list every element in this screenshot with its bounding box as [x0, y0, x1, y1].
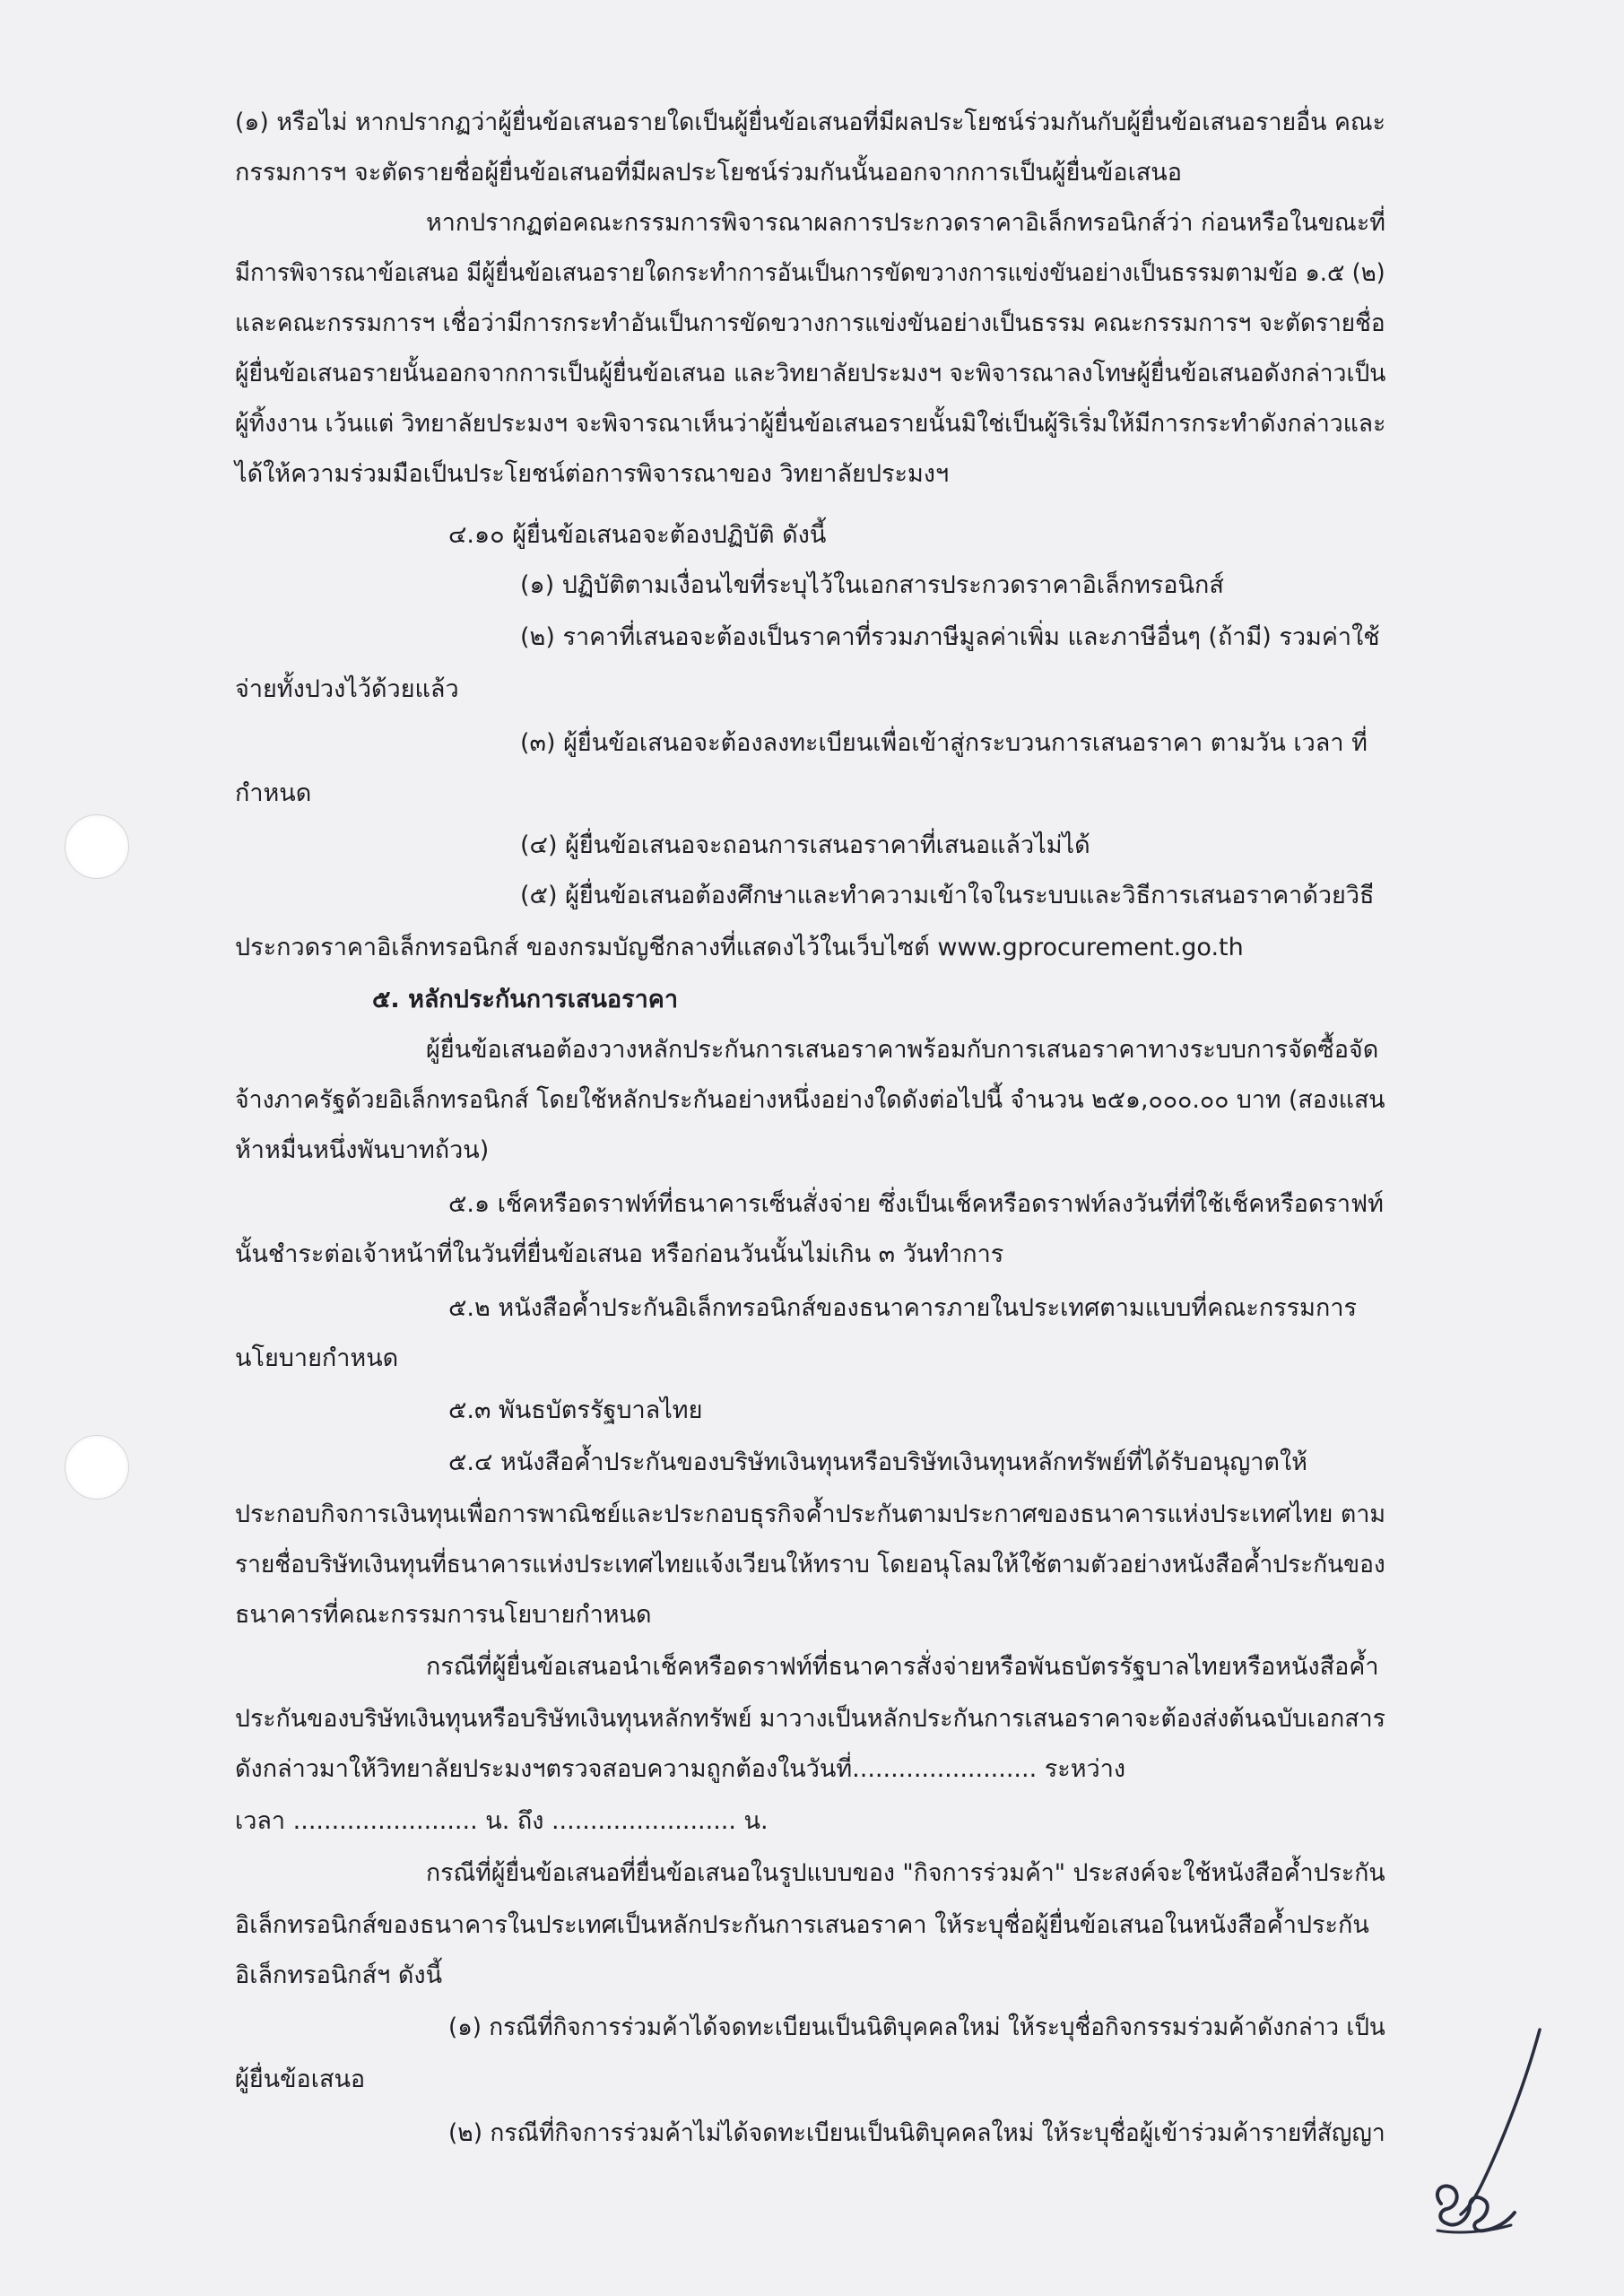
text-line: ๕.๓ พันธบัตรรัฐบาลไทย	[448, 1396, 703, 1424]
text-line: ห้าหมื่นหนึ่งพันบาทถ้วน)	[235, 1136, 490, 1164]
punch-hole	[65, 814, 129, 879]
text-line: และคณะกรรมการฯ เชื่อว่ามีการกระทำอันเป็นการขัดขวางการแข่งขันอย่างเป็นธรรม คณะกรรมการฯ จะตัดรายชื่อ	[235, 309, 1385, 337]
text-line: (๑) ปฏิบัติตามเงื่อนไขที่ระบุไว้ในเอกสารประกวดราคาอิเล็กทรอนิกส์	[520, 571, 1224, 599]
text-line: ประกันของบริษัทเงินทุนหรือบริษัทเงินทุนหลักทรัพย์ มาวางเป็นหลักประกันการเสนอราคาจะต้องส่งต้นฉบับเอกสาร	[235, 1705, 1385, 1733]
text-line: หากปรากฏต่อคณะกรรมการพิจารณาผลการประกวดราคาอิเล็กทรอนิกส์ว่า ก่อนหรือในขณะที่	[426, 209, 1386, 237]
text-line: อิเล็กทรอนิกส์ของธนาคารในประเทศเป็นหลักประกันการเสนอราคา ให้ระบุชื่อผู้ยื่นข้อเสนอในหนังสือค้ำประกัน	[235, 1911, 1369, 1939]
text-line: กำหนด	[235, 779, 312, 807]
text-line: (๒) กรณีที่กิจการร่วมค้าไม่ได้จดทะเบียนเป็นนิติบุคคลใหม่ ให้ระบุชื่อผู้เข้าร่วมค้ารายที่สัญญา	[448, 2119, 1385, 2147]
text-line: ผู้ยื่นข้อเสนอรายนั้นออกจากการเป็นผู้ยื่นข้อเสนอ และวิทยาลัยประมงฯ จะพิจารณาลงโทษผู้ยื่นข้อเสนอดังกล่าวเป็น	[235, 360, 1386, 387]
text-line: กรณีที่ผู้ยื่นข้อเสนอที่ยื่นข้อเสนอในรูปแบบของ "กิจการร่วมค้า" ประสงค์จะใช้หนังสือค้ำประกัน	[426, 1859, 1385, 1887]
text-line: กรณีที่ผู้ยื่นข้อเสนอนำเช็คหรือดราฟท์ที่ธนาคารสั่งจ่ายหรือพันธบัตรรัฐบาลไทยหรือหนังสือค้ำ	[426, 1653, 1379, 1681]
text-line: ประกอบกิจการเงินทุนเพื่อการพาณิชย์และประกอบธุรกิจค้ำประกันตามประกาศของธนาคารแห่งประเทศไทย ตาม	[235, 1500, 1386, 1528]
text-line: อิเล็กทรอนิกส์ฯ ดังนี้	[235, 1961, 443, 1989]
text-line: ๕.๔ หนังสือค้ำประกันของบริษัทเงินทุนหรือบริษัทเงินทุนหลักทรัพย์ที่ได้รับอนุญาตให้	[448, 1448, 1307, 1476]
text-line: (๕) ผู้ยื่นข้อเสนอต้องศึกษาและทำความเข้าใจในระบบและวิธีการเสนอราคาด้วยวิธี	[520, 882, 1375, 909]
text-line: กรรมการฯ จะตัดรายชื่อผู้ยื่นข้อเสนอที่มีผลประโยชน์ร่วมกันนั้นออกจากการเป็นผู้ยื่นข้อเสนอ	[235, 159, 1182, 187]
text-line: เวลา ........................ น. ถึง ........................ น.	[235, 1807, 769, 1835]
text-line: รายชื่อบริษัทเงินทุนที่ธนาคารแห่งประเทศไทยแจ้งเวียนให้ทราบ โดยอนุโลมให้ใช้ตามตัวอย่างหนังสือค้ำประกันของ	[235, 1551, 1385, 1578]
handwritten-page-mark	[1421, 2022, 1556, 2247]
text-line: (๑) หรือไม่ หากปรากฏว่าผู้ยื่นข้อเสนอรายใดเป็นผู้ยื่นข้อเสนอที่มีผลประโยชน์ร่วมกันกับผู้ยื่นข้อเสนอรายอื่น คณะ	[235, 109, 1386, 136]
punch-hole	[65, 1435, 129, 1500]
text-line: ๔.๑๐ ผู้ยื่นข้อเสนอจะต้องปฏิบัติ ดังนี้	[448, 521, 827, 549]
text-line: (๑) กรณีที่กิจการร่วมค้าได้จดทะเบียนเป็นนิติบุคคลใหม่ ให้ระบุชื่อกิจกรรมร่วมค้าดังกล่าว เป็น	[448, 2013, 1385, 2041]
text-line: ดังกล่าวมาให้วิทยาลัยประมงฯตรวจสอบความถูกต้องในวันที่........................ ระหว่าง	[235, 1755, 1126, 1783]
text-line: จ้างภาครัฐด้วยอิเล็กทรอนิกส์ โดยใช้หลักประกันอย่างหนึ่งอย่างใดดังต่อไปนี้ จำนวน ๒๕๑,๐๐๐.๐๐ บาท (สองแสน	[235, 1086, 1385, 1114]
text-line: ผู้ยื่นข้อเสนอ	[235, 2066, 366, 2093]
text-line: ผู้ทิ้งงาน เว้นแต่ วิทยาลัยประมงฯ จะพิจารณาเห็นว่าผู้ยื่นข้อเสนอรายนั้นมิใช่เป็นผู้ริเริ่มให้มีการกระทำดังกล่าวและ	[235, 410, 1386, 438]
text-line: (๔) ผู้ยื่นข้อเสนอจะถอนการเสนอราคาที่เสนอแล้วไม่ได้	[520, 831, 1090, 859]
text-line: ผู้ยื่นข้อเสนอต้องวางหลักประกันการเสนอราคาพร้อมกับการเสนอราคาทางระบบการจัดซื้อจัด	[426, 1036, 1379, 1064]
text-line: นั้นชำระต่อเจ้าหน้าที่ในวันที่ยื่นข้อเสนอ หรือก่อนวันนั้นไม่เกิน ๓ วันทำการ	[235, 1240, 1004, 1268]
text-line: ๕.๑ เช็คหรือดราฟท์ที่ธนาคารเซ็นสั่งจ่าย ซึ่งเป็นเช็คหรือดราฟท์ลงวันที่ที่ใช้เช็คหรือดราฟท์	[448, 1190, 1384, 1218]
section-heading: ๕. หลักประกันการเสนอราคา	[372, 986, 679, 1013]
text-line: ประกวดราคาอิเล็กทรอนิกส์ ของกรมบัญชีกลางที่แสดงไว้ในเว็บไซต์ www.gprocurement.go.th	[235, 934, 1244, 961]
text-line: ๕.๒ หนังสือค้ำประกันอิเล็กทรอนิกส์ของธนาคารภายในประเทศตามแบบที่คณะกรรมการ	[448, 1294, 1357, 1322]
text-line: จ่ายทั้งปวงไว้ด้วยแล้ว	[235, 675, 459, 703]
text-line: ธนาคารที่คณะกรรมการนโยบายกำหนด	[235, 1601, 652, 1629]
text-line: ได้ให้ความร่วมมือเป็นประโยชน์ต่อการพิจารณาของ วิทยาลัยประมงฯ	[235, 460, 950, 488]
text-line: มีการพิจารณาข้อเสนอ มีผู้ยื่นข้อเสนอรายใดกระทำการอันเป็นการขัดขวางการแข่งขันอย่างเป็นธรรมตามข้อ ๑.๕ (๒)	[235, 259, 1385, 287]
text-line: (๒) ราคาที่เสนอจะต้องเป็นราคาที่รวมภาษีมูลค่าเพิ่ม และภาษีอื่นๆ (ถ้ามี) รวมค่าใช้	[520, 623, 1380, 651]
text-line: (๓) ผู้ยื่นข้อเสนอจะต้องลงทะเบียนเพื่อเข้าสู่กระบวนการเสนอราคา ตามวัน เวลา ที่	[520, 729, 1368, 757]
text-line: นโยบายกำหนด	[235, 1344, 399, 1372]
